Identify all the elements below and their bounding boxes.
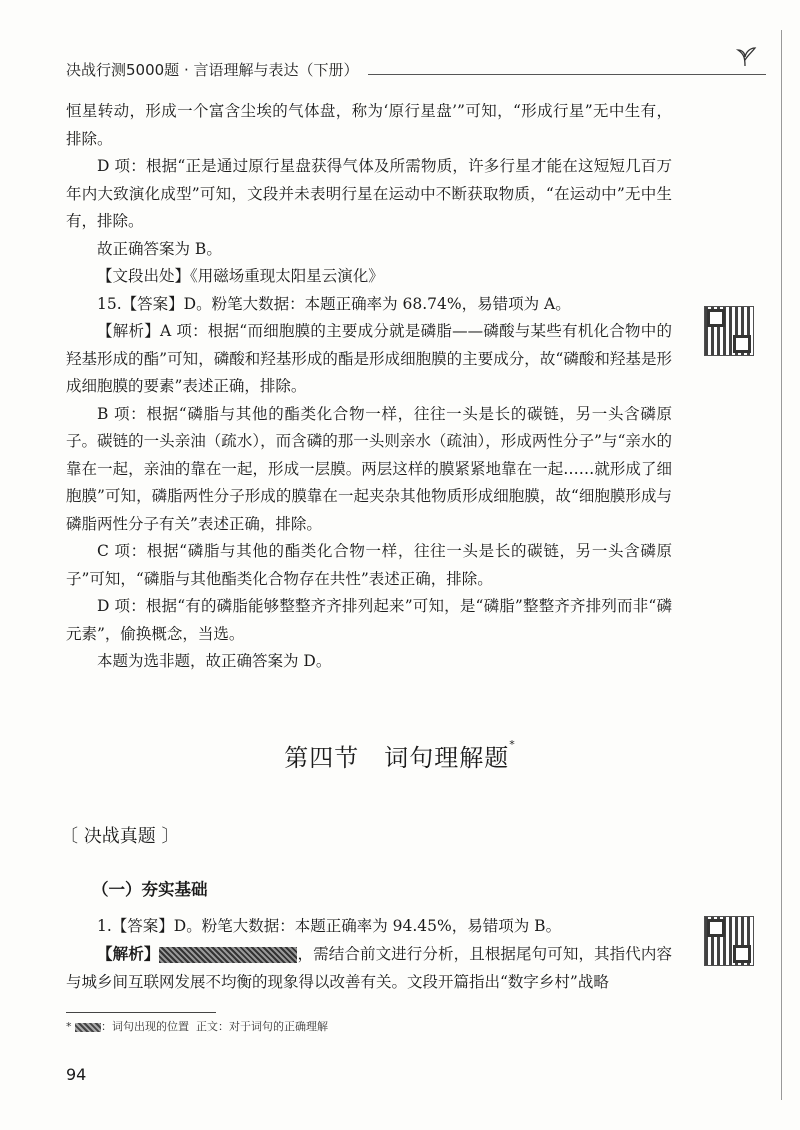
paragraph-1: D 项：根据“正是通过原行星盘获得气体及所需物质，许多行星才能在这短短几百万年内大致演化成型”可知，文段并未表明行星在运动中不断获取物质，“在运动中”无中生有，排除。 <box>66 157 672 230</box>
leaf-icon <box>732 42 758 68</box>
analysis-b: B 项：根据“磷脂与其他的酯类化合物一样，往往一头是长的碳链，另一头含磷原子。碳链的一头亲油（疏水），而含磷的那一头则亲水（疏油），形成两性分子”与“亲水的靠在一起，亲油的靠在一起，形成一层膜。两层这样的膜紧紧地靠在一起……就形成了细胞膜”可知，磷脂两性分子形成的膜靠在一起夹杂其他物质形成细胞膜，故“细胞膜形成与磷脂两性分子有关”表述正确，排除。 <box>66 404 672 533</box>
q1-answer: 1.【答案】D。粉笔大数据：本题正确率为 94.45%，易错项为 B。 <box>97 917 562 935</box>
analysis-d: D 项：根据“有的磷脂能够整整齐齐排列起来”可知，是“磷脂”整整齐齐排列而非“磷元素”，偷换概念，当选。 <box>66 597 672 643</box>
section-title-text: 第四节 词句理解题 <box>284 744 510 772</box>
footnote-a: ：词句出现的位置 <box>101 1020 189 1033</box>
analysis-a: 【解析】A 项：根据“而细胞膜的主要成分就是磷脂——磷酸与某些有机化合物中的羟基形成的酯”可知，磷酸和羟基形成的酯是形成细胞膜的主要成分，故“磷酸和羟基是形成细胞膜的要素”表述正确，排除。 <box>66 322 672 395</box>
answer-15: 15.【答案】D。粉笔大数据：本题正确率为 68.74%，易错项为 A。 <box>97 294 571 313</box>
footnote-b: 正文：对于词句的正确理解 <box>196 1020 328 1033</box>
footnote-rule <box>66 1012 216 1013</box>
header-rule <box>368 74 766 75</box>
analysis-c: C 项：根据“磷脂与其他的酯类化合物一样，往往一头是长的碳链，另一头含磷原子”可知，“磷脂与其他酯类化合物存在共性”表述正确，排除。 <box>66 542 672 588</box>
subsection-title: （一）夯实基础 <box>92 880 208 899</box>
paragraph-0: 恒星转动，形成一个富含尘埃的气体盘，称为‘原行星盘’”可知，“形成行星”无中生有，排除。 <box>66 102 672 148</box>
qr-code-icon[interactable] <box>704 306 754 356</box>
redacted-block <box>159 947 297 963</box>
section-mark: * <box>509 738 516 751</box>
question-1 <box>66 912 672 996</box>
paragraph-2: 故正确答案为 B。 <box>97 239 222 258</box>
q1-analysis <box>66 940 672 996</box>
source-line: 【文段出处】《用磁场重现太阳星云演化》 <box>97 267 384 285</box>
q1-analysis-text: ，需结合前文进行分析，且根据尾句可知，其指代内容与城乡间互联网发展不均衡的现象得以改善有关。文段开篇指出“数字乡村”战略 <box>66 945 672 991</box>
q1-analysis-label: 【解析】 <box>97 945 160 963</box>
page-number: 94 <box>66 1065 87 1084</box>
page-edge <box>781 30 782 1100</box>
qr-code-icon-2[interactable] <box>704 916 754 966</box>
section-title <box>0 738 800 773</box>
bracket-title: 〔 决战真题 〕 <box>60 826 180 847</box>
footnote-mark: * <box>66 1020 72 1033</box>
body-text <box>66 98 672 676</box>
footnote-redacted <box>75 1023 101 1032</box>
header-title: 决战行测5000题 · 言语理解与表达（下册） <box>66 61 359 79</box>
footnote <box>66 1018 328 1034</box>
conclusion: 本题为选非题，故正确答案为 D。 <box>97 652 332 670</box>
running-header <box>66 56 766 80</box>
